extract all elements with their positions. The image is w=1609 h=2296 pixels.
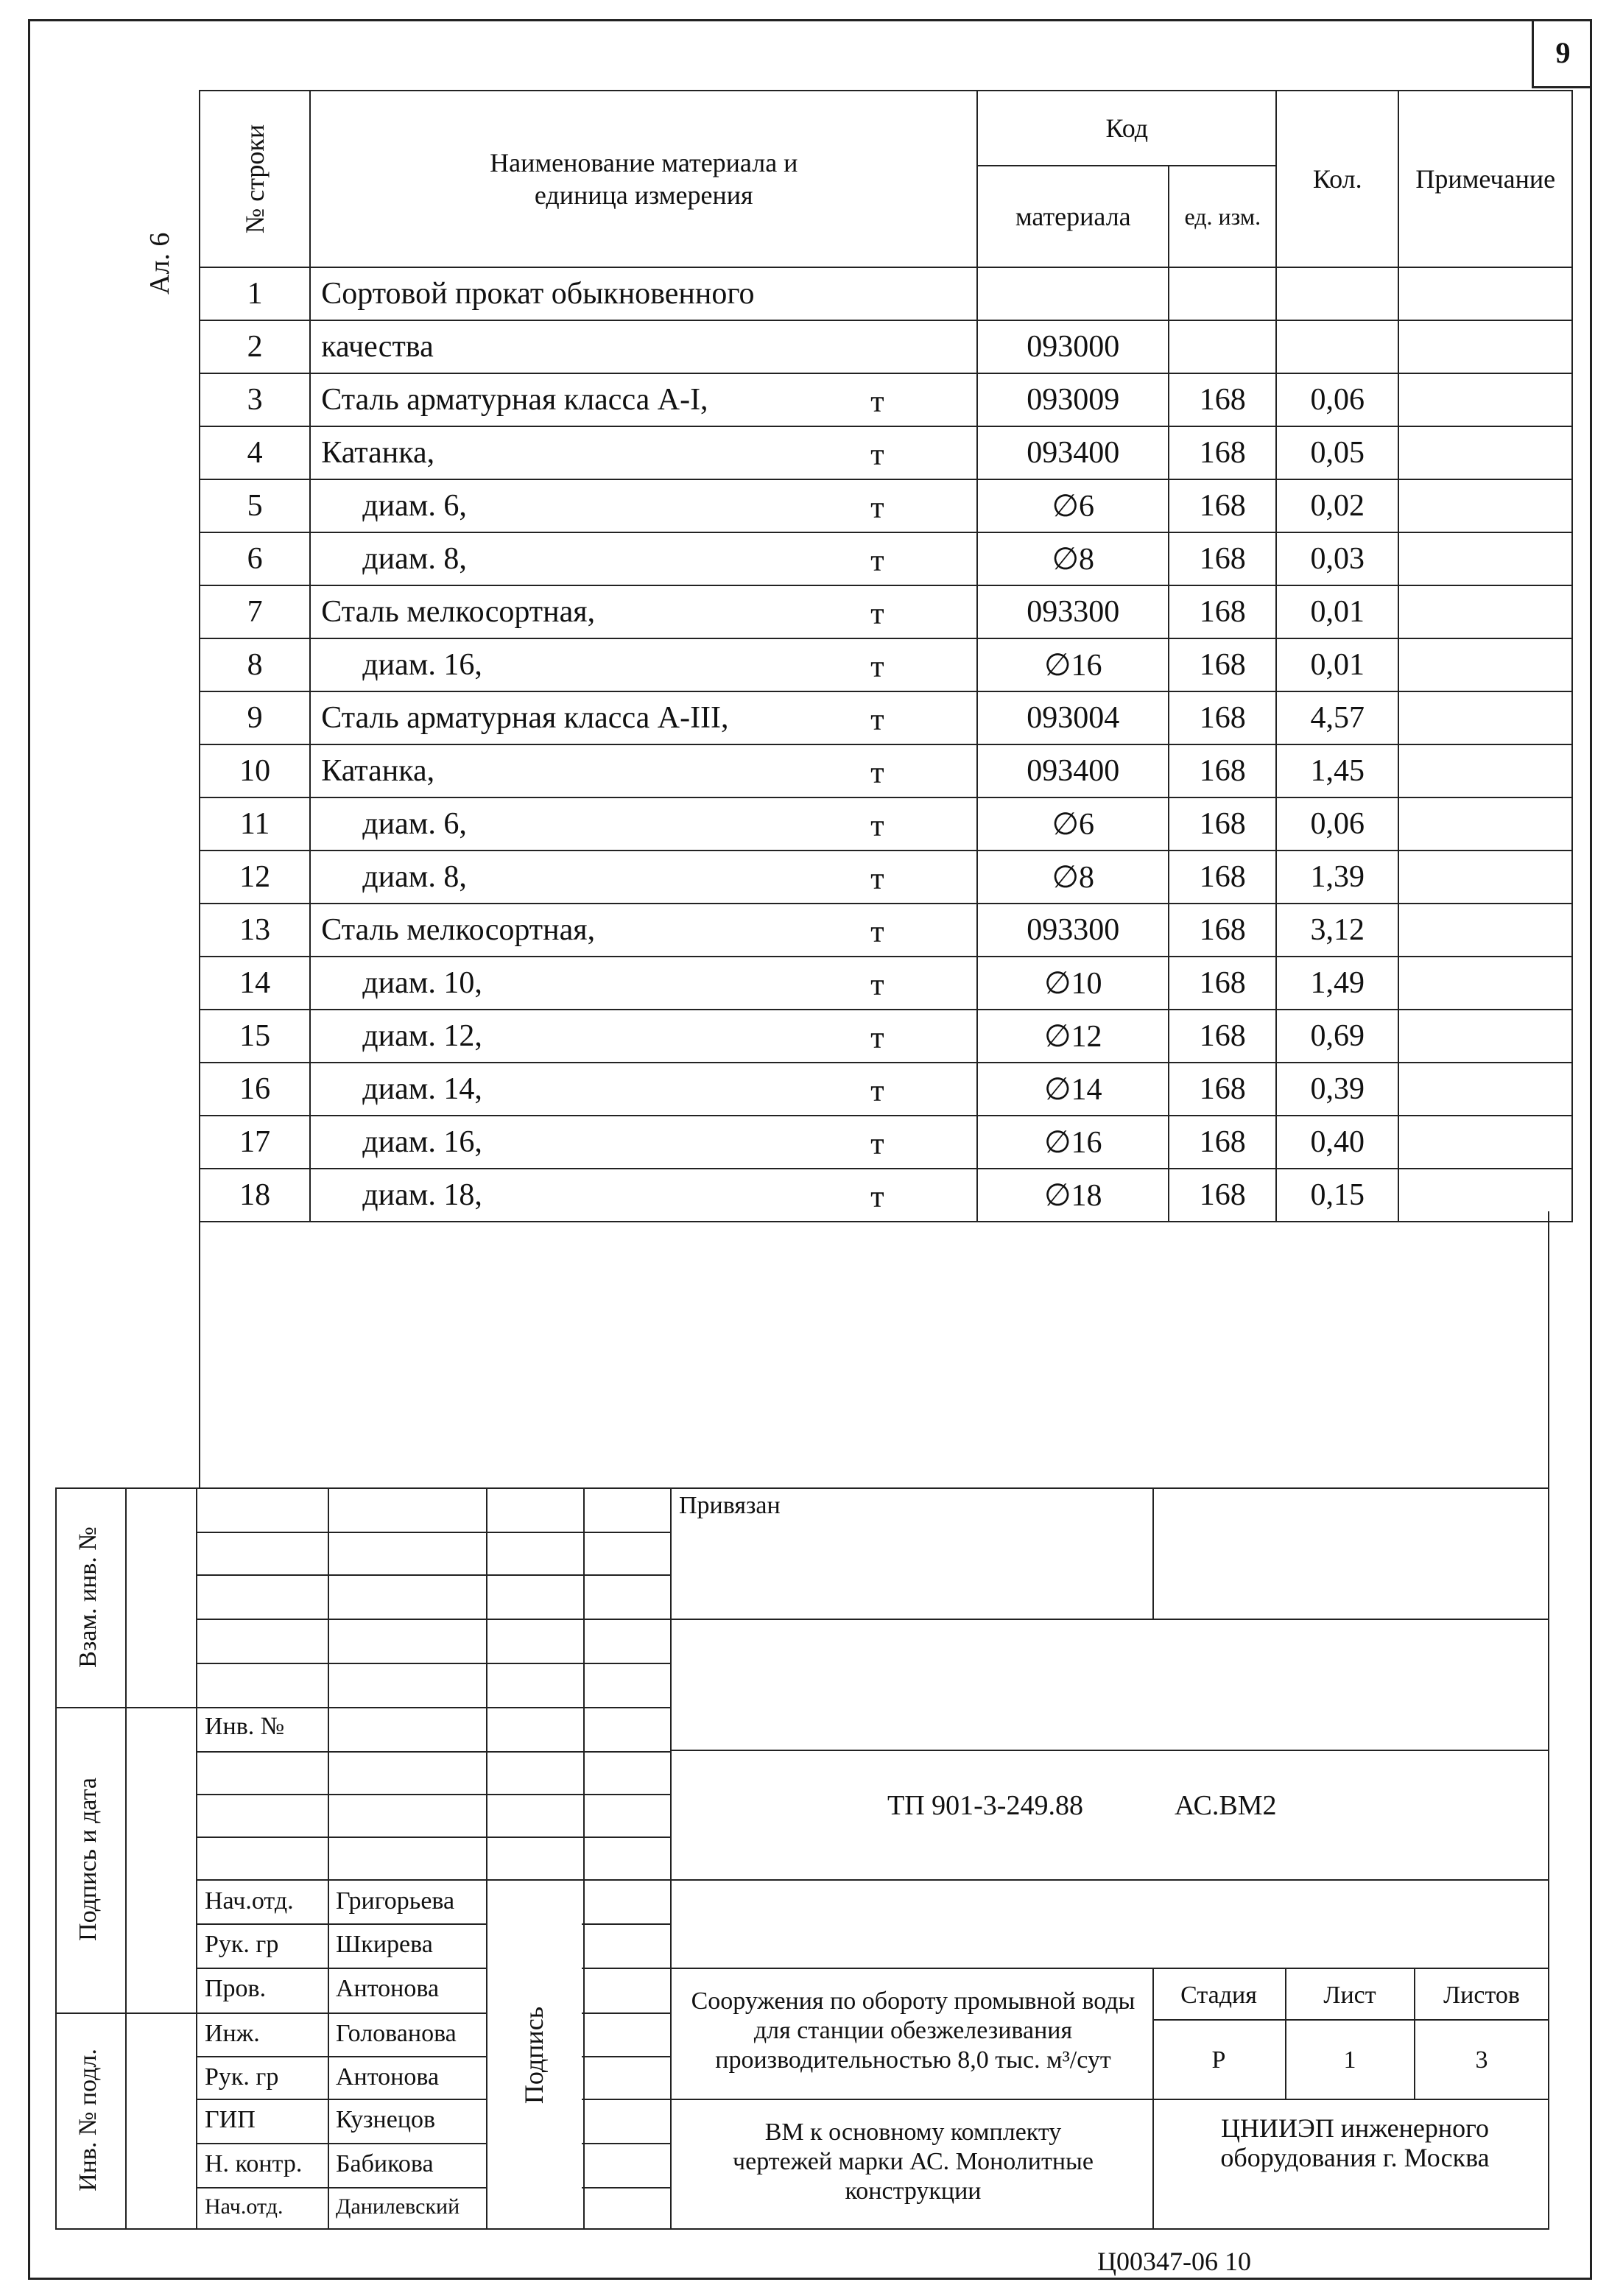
signer-name: Шкирева bbox=[336, 1931, 433, 1958]
side-vzam-label: Взам. инв. № bbox=[74, 1526, 102, 1668]
signer-role: Рук. гр bbox=[205, 1931, 279, 1958]
side-label: Ал. 6 bbox=[144, 232, 175, 295]
material-code: ∅16 bbox=[977, 1116, 1169, 1169]
material-code: ∅10 bbox=[977, 957, 1169, 1010]
material-code: ∅16 bbox=[977, 638, 1169, 691]
materials-table bbox=[199, 90, 1573, 1222]
unit-of-measure: т bbox=[870, 756, 884, 790]
unit-code: 168 bbox=[1169, 691, 1276, 744]
material-code: ∅8 bbox=[977, 851, 1169, 904]
material-name: Сталь арматурная класса А-I, bbox=[321, 383, 708, 417]
material-name-cell bbox=[310, 1063, 977, 1116]
quantity: 0,06 bbox=[1276, 373, 1398, 426]
unit-of-measure: т bbox=[870, 915, 884, 949]
unit-code: 168 bbox=[1169, 373, 1276, 426]
material-name-cell bbox=[310, 638, 977, 691]
quantity: 0,15 bbox=[1276, 1169, 1398, 1222]
material-name: качества bbox=[321, 330, 434, 364]
row-number: 3 bbox=[200, 373, 310, 426]
table-row bbox=[200, 267, 1572, 320]
sheet-label: Лист bbox=[1323, 1982, 1376, 2009]
header-qty: Кол. bbox=[1276, 91, 1398, 267]
unit-code: 168 bbox=[1169, 851, 1276, 904]
signer-name: Антонова bbox=[336, 2063, 440, 2091]
unit-of-measure: т bbox=[870, 1180, 884, 1214]
material-name: диам. 8, bbox=[362, 860, 467, 894]
material-code: ∅14 bbox=[977, 1063, 1169, 1116]
row-number: 12 bbox=[200, 851, 310, 904]
material-code: 093300 bbox=[977, 585, 1169, 638]
side-inv-label: Инв. № подл. bbox=[74, 2049, 102, 2191]
unit-of-measure: т bbox=[870, 1021, 884, 1055]
signer-name: Антонова bbox=[336, 1975, 440, 2002]
quantity: 1,45 bbox=[1276, 744, 1398, 797]
quantity: 0,01 bbox=[1276, 585, 1398, 638]
unit-of-measure: т bbox=[870, 384, 884, 419]
note bbox=[1398, 1063, 1572, 1116]
doc-mark: АС.ВМ2 bbox=[1175, 1790, 1277, 1821]
quantity: 0,05 bbox=[1276, 426, 1398, 479]
signer-role: Инж. bbox=[205, 2020, 260, 2047]
note bbox=[1398, 957, 1572, 1010]
note bbox=[1398, 1116, 1572, 1169]
unit-of-measure: т bbox=[870, 437, 884, 472]
material-name: Катанка, bbox=[321, 754, 435, 788]
row-number: 6 bbox=[200, 532, 310, 585]
unit-of-measure: т bbox=[870, 596, 884, 631]
unit-of-measure: т bbox=[870, 490, 884, 525]
unit-code bbox=[1169, 267, 1276, 320]
row-number: 10 bbox=[200, 744, 310, 797]
material-name-cell bbox=[310, 320, 977, 373]
material-name-cell bbox=[310, 744, 977, 797]
material-name: диам. 10, bbox=[362, 966, 482, 1000]
table-row bbox=[200, 1116, 1572, 1169]
material-name-cell bbox=[310, 479, 977, 532]
note bbox=[1398, 1010, 1572, 1063]
table-row bbox=[200, 585, 1572, 638]
unit-of-measure: т bbox=[870, 702, 884, 737]
note bbox=[1398, 320, 1572, 373]
table-row bbox=[200, 957, 1572, 1010]
unit-code: 168 bbox=[1169, 426, 1276, 479]
inv-no-label: Инв. № bbox=[205, 1713, 285, 1740]
material-code: ∅8 bbox=[977, 532, 1169, 585]
unit-code: 168 bbox=[1169, 479, 1276, 532]
material-code: 093300 bbox=[977, 904, 1169, 957]
material-name: Сталь мелкосортная, bbox=[321, 913, 596, 947]
note bbox=[1398, 373, 1572, 426]
table-row bbox=[200, 1063, 1572, 1116]
material-name: диам. 16, bbox=[362, 648, 482, 682]
table-empty-area bbox=[199, 1211, 1549, 1487]
unit-code: 168 bbox=[1169, 1116, 1276, 1169]
organization: ЦНИИЭП инженерного оборудования г. Москва bbox=[1220, 2113, 1490, 2172]
note bbox=[1398, 797, 1572, 851]
privyazan-label: Привязан bbox=[679, 1492, 781, 1519]
unit-of-measure: т bbox=[870, 543, 884, 578]
signer-role: Н. контр. bbox=[205, 2150, 303, 2177]
table-row bbox=[200, 373, 1572, 426]
table-row bbox=[200, 851, 1572, 904]
header-row-no: № строки bbox=[200, 91, 310, 267]
unit-code: 168 bbox=[1169, 957, 1276, 1010]
material-name: диам. 16, bbox=[362, 1125, 482, 1159]
doc-title: ВМ к основному комплекту чертежей марки АС. Монолитные конструкции bbox=[733, 2119, 1094, 2205]
quantity: 0,06 bbox=[1276, 797, 1398, 851]
material-name: диам. 18, bbox=[362, 1178, 482, 1212]
table-row bbox=[200, 904, 1572, 957]
quantity: 0,39 bbox=[1276, 1063, 1398, 1116]
note bbox=[1398, 479, 1572, 532]
quantity bbox=[1276, 267, 1398, 320]
table-row bbox=[200, 426, 1572, 479]
signer-name: Данилевский bbox=[336, 2194, 460, 2219]
row-number: 2 bbox=[200, 320, 310, 373]
signature-label: Подпись bbox=[519, 2006, 549, 2105]
unit-code: 168 bbox=[1169, 1169, 1276, 1222]
material-name-cell bbox=[310, 267, 977, 320]
material-code: 093009 bbox=[977, 373, 1169, 426]
doc-code: ТП 901-3-249.88 bbox=[887, 1790, 1083, 1821]
signer-role: Нач.отд. bbox=[205, 1887, 294, 1915]
sheets-label: Листов bbox=[1443, 1982, 1520, 2009]
signer-role: Пров. bbox=[205, 1975, 267, 2002]
project-title: Сооружения по обороту промывной воды для станции обезжелезивания производительностью 8,0 тыс. м³/сут bbox=[691, 1987, 1136, 2074]
quantity: 0,01 bbox=[1276, 638, 1398, 691]
signer-name: Голованова bbox=[336, 2020, 457, 2047]
row-number: 5 bbox=[200, 479, 310, 532]
row-number: 7 bbox=[200, 585, 310, 638]
table-row bbox=[200, 744, 1572, 797]
material-name: диам. 6, bbox=[362, 489, 467, 523]
material-name: диам. 8, bbox=[362, 542, 467, 576]
unit-code: 168 bbox=[1169, 1010, 1276, 1063]
note bbox=[1398, 267, 1572, 320]
header-note: Примечание bbox=[1398, 91, 1572, 267]
unit-of-measure: т bbox=[870, 968, 884, 1002]
table-row bbox=[200, 797, 1572, 851]
note bbox=[1398, 691, 1572, 744]
signer-role: Нач.отд. bbox=[205, 2194, 284, 2219]
unit-code bbox=[1169, 320, 1276, 373]
material-name-cell bbox=[310, 957, 977, 1010]
unit-code: 168 bbox=[1169, 585, 1276, 638]
note bbox=[1398, 851, 1572, 904]
material-code: ∅18 bbox=[977, 1169, 1169, 1222]
unit-of-measure: т bbox=[870, 1074, 884, 1108]
note bbox=[1398, 426, 1572, 479]
material-code: 093000 bbox=[977, 320, 1169, 373]
header-code-material: материала bbox=[977, 166, 1169, 267]
signer-role: ГИП bbox=[205, 2106, 256, 2133]
side-podpis-label: Подпись и дата bbox=[74, 1778, 102, 1941]
unit-code: 168 bbox=[1169, 904, 1276, 957]
quantity: 0,02 bbox=[1276, 479, 1398, 532]
unit-code: 168 bbox=[1169, 1063, 1276, 1116]
row-number: 18 bbox=[200, 1169, 310, 1222]
material-code: ∅6 bbox=[977, 797, 1169, 851]
material-name-cell bbox=[310, 585, 977, 638]
material-name-cell bbox=[310, 373, 977, 426]
material-code: 093004 bbox=[977, 691, 1169, 744]
quantity: 0,40 bbox=[1276, 1116, 1398, 1169]
material-code: ∅6 bbox=[977, 479, 1169, 532]
row-number: 17 bbox=[200, 1116, 310, 1169]
unit-code: 168 bbox=[1169, 744, 1276, 797]
material-name-cell bbox=[310, 532, 977, 585]
signer-role: Рук. гр bbox=[205, 2063, 279, 2091]
row-number: 9 bbox=[200, 691, 310, 744]
material-name: Катанка, bbox=[321, 436, 435, 470]
quantity bbox=[1276, 320, 1398, 373]
material-name-cell bbox=[310, 797, 977, 851]
page-number: 9 bbox=[1532, 19, 1592, 88]
material-name-cell bbox=[310, 904, 977, 957]
sheets-value: 3 bbox=[1475, 2046, 1488, 2074]
material-name: Сталь арматурная класса А-III, bbox=[321, 701, 729, 735]
material-code: 093400 bbox=[977, 426, 1169, 479]
note bbox=[1398, 744, 1572, 797]
material-name-cell bbox=[310, 1010, 977, 1063]
header-code-unit: ед. изм. bbox=[1169, 166, 1276, 267]
row-number: 15 bbox=[200, 1010, 310, 1063]
table-row bbox=[200, 532, 1572, 585]
quantity: 0,69 bbox=[1276, 1010, 1398, 1063]
unit-of-measure: т bbox=[870, 649, 884, 684]
note bbox=[1398, 585, 1572, 638]
stage-value: Р bbox=[1211, 2046, 1226, 2074]
material-name: диам. 14, bbox=[362, 1072, 482, 1106]
quantity: 0,03 bbox=[1276, 532, 1398, 585]
unit-code: 168 bbox=[1169, 532, 1276, 585]
material-name: Сортовой прокат обыкновенного bbox=[321, 277, 755, 311]
table-row bbox=[200, 479, 1572, 532]
material-name: Сталь мелкосортная, bbox=[321, 595, 596, 629]
table-row bbox=[200, 691, 1572, 744]
unit-code: 168 bbox=[1169, 638, 1276, 691]
note bbox=[1398, 904, 1572, 957]
material-name-cell bbox=[310, 426, 977, 479]
material-code: 093400 bbox=[977, 744, 1169, 797]
quantity: 4,57 bbox=[1276, 691, 1398, 744]
material-name-cell bbox=[310, 851, 977, 904]
row-number: 8 bbox=[200, 638, 310, 691]
signer-name: Бабикова bbox=[336, 2150, 434, 2177]
unit-of-measure: т bbox=[870, 1127, 884, 1161]
row-number: 1 bbox=[200, 267, 310, 320]
unit-of-measure: т bbox=[870, 862, 884, 896]
unit-of-measure: т bbox=[870, 809, 884, 843]
material-name-cell bbox=[310, 1116, 977, 1169]
signer-name: Кузнецов bbox=[336, 2106, 436, 2133]
row-number: 16 bbox=[200, 1063, 310, 1116]
quantity: 3,12 bbox=[1276, 904, 1398, 957]
header-code: Код bbox=[977, 91, 1276, 166]
note bbox=[1398, 532, 1572, 585]
material-name-cell bbox=[310, 691, 977, 744]
row-number: 11 bbox=[200, 797, 310, 851]
material-code bbox=[977, 267, 1169, 320]
note bbox=[1398, 638, 1572, 691]
signer-name: Григорьева bbox=[336, 1887, 455, 1915]
row-number: 4 bbox=[200, 426, 310, 479]
table-row bbox=[200, 638, 1572, 691]
sheet-value: 1 bbox=[1343, 2046, 1356, 2074]
table-row bbox=[200, 1010, 1572, 1063]
quantity: 1,39 bbox=[1276, 851, 1398, 904]
header-name: Наименование материала и единица измерения bbox=[310, 91, 977, 267]
stage-label: Стадия bbox=[1180, 1982, 1257, 2009]
unit-code: 168 bbox=[1169, 797, 1276, 851]
row-number: 14 bbox=[200, 957, 310, 1010]
row-number: 13 bbox=[200, 904, 310, 957]
material-name: диам. 12, bbox=[362, 1019, 482, 1053]
table-row bbox=[200, 320, 1572, 373]
footer-code: Ц00347-06 10 bbox=[1097, 2247, 1251, 2276]
material-name: диам. 6, bbox=[362, 807, 467, 841]
material-code: ∅12 bbox=[977, 1010, 1169, 1063]
quantity: 1,49 bbox=[1276, 957, 1398, 1010]
